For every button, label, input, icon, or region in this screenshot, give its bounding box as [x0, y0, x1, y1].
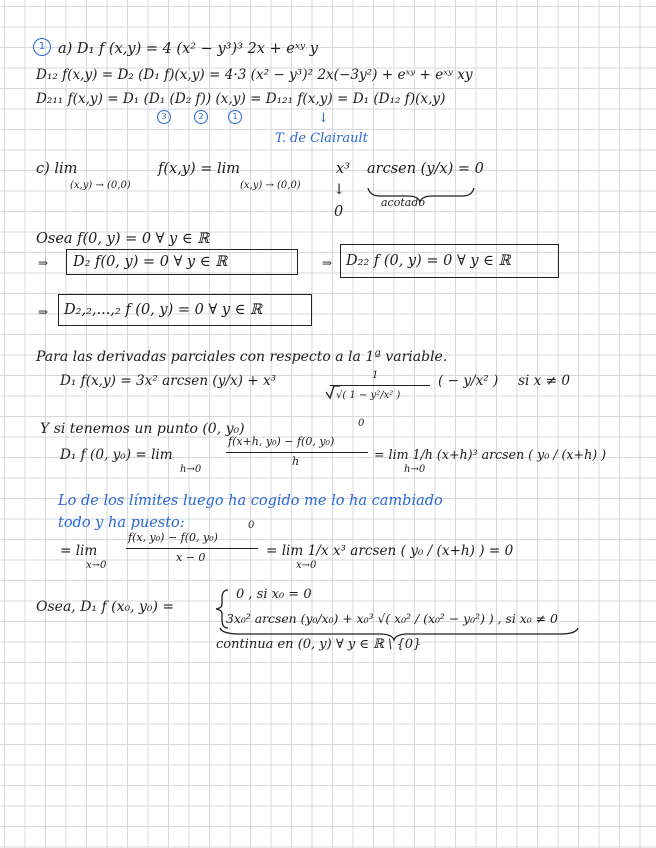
conclusion-lhs: Osea, D₁ f (x₀, y₀) =: [36, 599, 175, 615]
d1-general-condition: si x ≠ 0: [518, 373, 570, 389]
part-c-arrow-down: ↓: [333, 182, 346, 198]
part-c-lim-sub: (x,y) → (0,0): [70, 180, 131, 191]
corrected-num: f(x, y₀) − f(0, y₀): [128, 531, 218, 544]
part-a-line-2: D₁₂ f(x,y) = D₂ (D₁ f)(x,y) = 4·3 (x² − y³)² 2x(−3y²) + eˣʸ + eˣʸ xy: [36, 67, 473, 83]
d1-general-lhs: D₁ f(x,y) = 3x² arcsen (y/x) + x³: [60, 373, 277, 389]
implies-3: ⇒: [38, 305, 49, 319]
corrected-rhs-sub: x→0: [296, 560, 317, 571]
d1-general-num: 1: [372, 370, 379, 381]
teacher-note-line-2: todo y ha puesto:: [58, 515, 185, 531]
corrected-rhs: = lim 1/x x³ arcsen ( y₀ / (x+h) ) = 0: [266, 543, 514, 559]
point-case-lhs: D₁ f (0, y₀) = lim: [60, 447, 173, 463]
point-case-zero-mark: 0: [358, 418, 365, 429]
part-c-zero: 0: [334, 204, 344, 220]
order-mark-1: 1: [228, 110, 242, 124]
part-c-lim-sub-right: (x,y) → (0,0): [240, 180, 301, 191]
boxed-result-1-text: D₂ f(0, y) = 0 ∀ y ∈ ℝ: [73, 254, 228, 270]
corrected-lhs: = lim: [60, 543, 98, 559]
conclusion-case-1: 0 , si x₀ = 0: [236, 587, 312, 602]
part-c-arcsen: arcsen (y/x) = 0: [367, 161, 484, 177]
part-c-fxy-lim: f(x,y) = lim: [158, 161, 241, 177]
order-mark-3: 3: [157, 110, 171, 124]
implies-2: ⇒: [322, 256, 333, 270]
d1-general-den: √( 1 − y²/x² ): [336, 390, 401, 401]
point-case-num: f(x+h, y₀) − f(0, y₀): [228, 435, 335, 448]
corrected-lim-sub: x→0: [86, 560, 107, 571]
clairault-arrow: ↓: [318, 111, 329, 126]
part-c-lim: c) lim: [36, 161, 78, 177]
d1-general-frac-bar: [330, 385, 430, 386]
corrected-frac-bar: [126, 548, 258, 549]
clairault-theorem-label: T. de Clairault: [275, 131, 368, 146]
conclusion-case-2: 3x₀² arcsen (y₀/x₀) + x₀³ √( x₀² / (x₀² − y₀²) ) , si x₀ ≠ 0: [226, 611, 558, 626]
point-case-den: h: [292, 455, 300, 468]
corrected-zero-mark: 0: [248, 520, 255, 531]
point-case-lim-sub: h→0: [180, 464, 202, 475]
part-c-x-cubed: x³: [336, 161, 350, 177]
d1-general-tail: ( − y/x² ): [438, 373, 499, 389]
osea-line-1: Osea f(0, y) = 0 ∀ y ∈ ℝ: [36, 231, 210, 247]
teacher-note-line-1: Lo de los límites luego ha cogido me lo ha cambiado: [58, 493, 443, 509]
boxed-result-2-text: D₂₂ f (0, y) = 0 ∀ y ∈ ℝ: [346, 253, 511, 269]
partials-intro: Para las derivadas parciales con respecto a la 1ª variable.: [36, 349, 448, 365]
part-a-line-1: a) D₁ f (x,y) = 4 (x² − y³)³ 2x + eˣʸ y: [58, 41, 318, 57]
point-case-rhs-sub: h→0: [404, 464, 426, 475]
item-number-badge: 1: [33, 38, 51, 56]
conclusion-continuity: continua en (0, y) ∀ y ∈ ℝ \ {0}: [216, 637, 422, 652]
part-c-bounded-label: acotado: [381, 196, 425, 209]
implies-1: ⇒: [38, 256, 49, 270]
order-mark-2: 2: [194, 110, 208, 124]
point-case-intro: Y si tenemos un punto (0, y₀): [40, 421, 245, 437]
boxed-result-3-text: D₂,₂,...,₂ f (0, y) = 0 ∀ y ∈ ℝ: [64, 302, 263, 318]
point-case-rhs: = lim 1/h (x+h)³ arcsen ( y₀ / (x+h) ): [374, 447, 607, 462]
corrected-den: x − 0: [176, 551, 206, 564]
part-a-line-3: D₂₁₁ f(x,y) = D₁ (D₁ (D₂ f)) (x,y) = D₁₂₁ f(x,y) = D₁ (D₁₂ f)(x,y): [36, 91, 446, 107]
point-case-frac-bar: [226, 452, 368, 453]
